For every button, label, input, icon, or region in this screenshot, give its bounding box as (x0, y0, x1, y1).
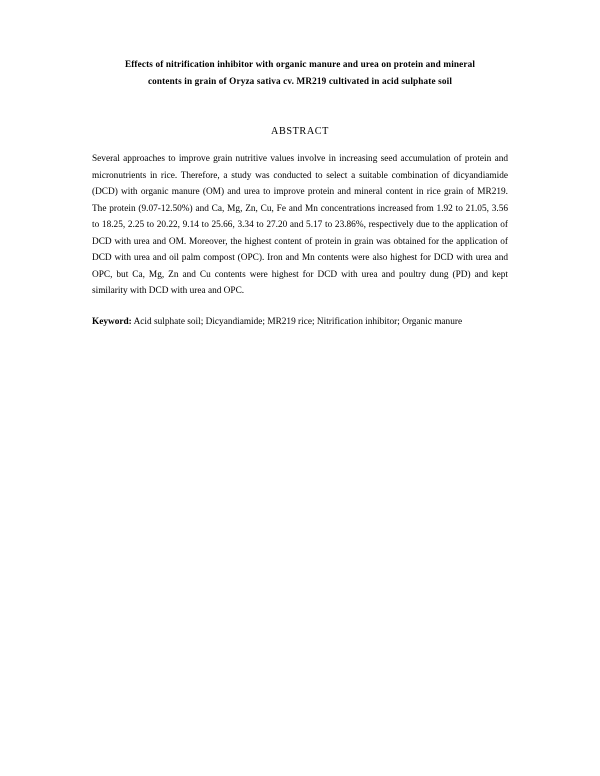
abstract-heading: ABSTRACT (270, 126, 329, 138)
page-title-line-2: contents in grain of Oryza sativa cv. MR219 cultivated in acid sulphate soil (147, 76, 453, 87)
abstract-body: Several approaches to improve grain nutritive values involve in increasing seed accumulation of protein and micronutrients in rice. Therefore, a study was conducted to select a suitable combination of dicyandiamide (DCD) with organic manure (OM) and urea to improve protein and mineral content in rice grain of MR219. The protein (9.07-12.50%) and Ca, Mg, Zn, Cu, Fe and Mn concentrations increased from 1.92 to 21.05, 3.56 to 18.25, 2.25 to 20.22, 9.14 to 25.66, 3.34 to 27.20 and 5.17 to 23.86%, respectively due to the application of DCD with urea and OM. Moreover, the highest content of protein in grain was obtained for the application of DCD with urea and oil palm compost (OPC). Iron and Mn contents were also highest for DCD with urea and OPC, but Ca, Mg, Zn and Cu contents were highest for DCD with urea and poultry dung (PD) and kept similarity with DCD with urea and OPC. (92, 154, 508, 297)
keywords-block (92, 314, 508, 331)
keywords-label: Keyword: (92, 316, 132, 327)
page-title-line-1: Effects of nitrification inhibitor with organic manure and urea on protein and mineral (124, 59, 476, 69)
keywords-text: Acid sulphate soil; Dicyandiamide; MR219 rice; Nitrification inhibitor; Organic manure (131, 316, 463, 327)
page-title (92, 56, 508, 90)
